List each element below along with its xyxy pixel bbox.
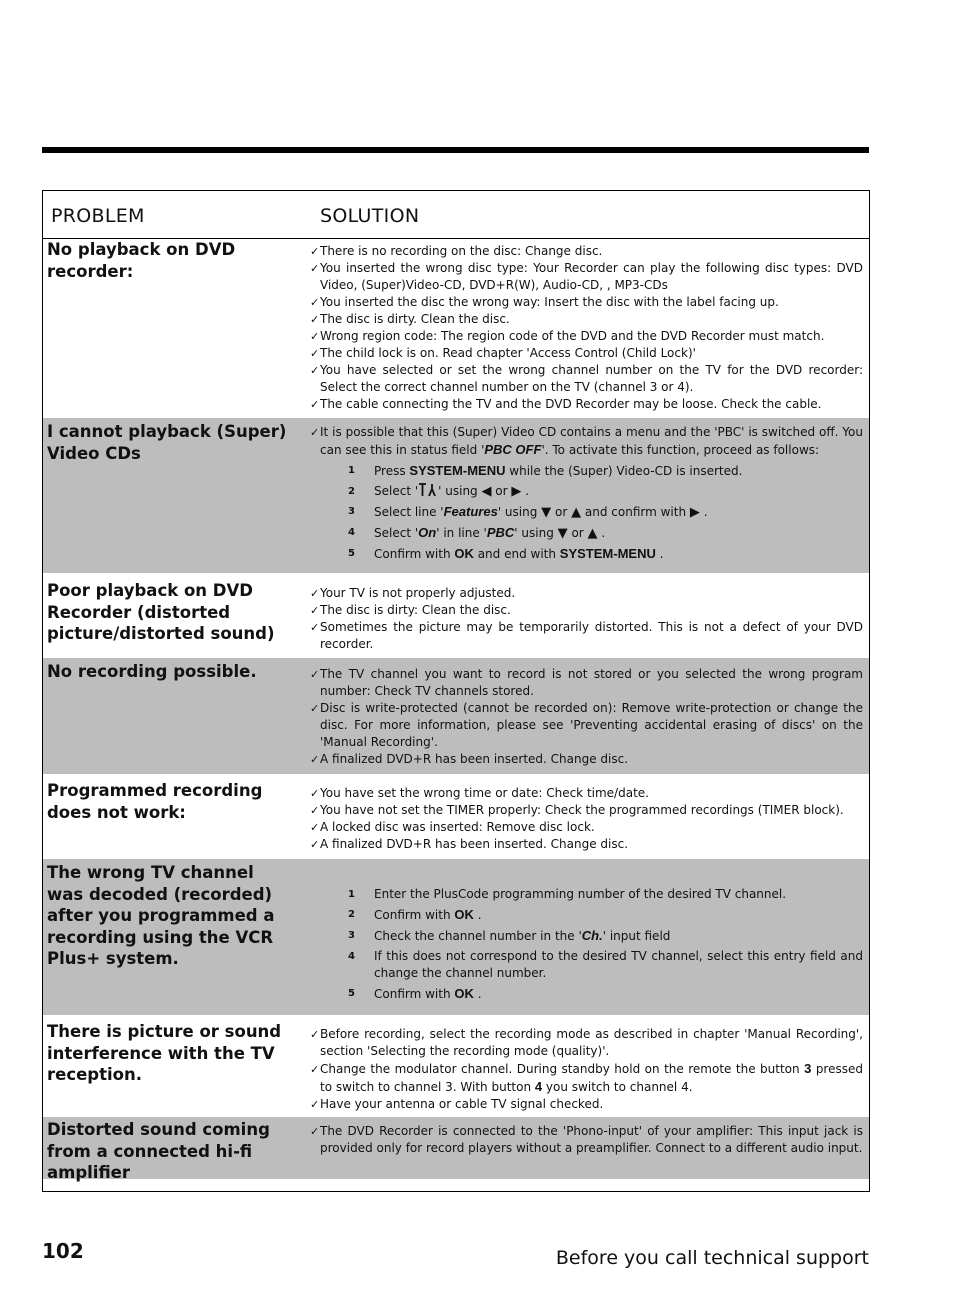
- list-item: ✓ The DVD Recorder is connected to the 'Phono-input' of your amplifier: This input jack is provided only for record players without a preamplifier. Connect to a different audio input.: [310, 1123, 863, 1157]
- up-triangle-icon: ▲: [571, 505, 582, 520]
- list-item: ✓ You have set the wrong time or date: Check time/date.: [310, 785, 863, 802]
- step-item: 1 Press SYSTEM-MENU while the (Super) Video-CD is inserted.: [348, 463, 743, 478]
- list-item: ✓ The TV channel you want to record is not stored or you selected the wrong program number: Check TV channels stored.: [310, 666, 863, 700]
- list-item: ✓ The child lock is on. Read chapter 'Access Control (Child Lock)': [310, 345, 863, 362]
- solution-text: [310, 243, 863, 413]
- list-item: ✓ You inserted the disc the wrong way: Insert the disc with the label facing up.: [310, 294, 863, 311]
- table-row: [43, 774, 869, 859]
- left-triangle-icon: ◀: [481, 484, 492, 499]
- list-item: ✓ Disc is write-protected (cannot be recorded on): Remove write-protection or change the disc. For more information, please see 'Preventing accidental erasing of discs' on the 'Manual Recording'.: [310, 700, 863, 751]
- problem-text: I cannot playback (Super) Video CDs: [47, 422, 287, 463]
- problem-text: Poor playback on DVD Recorder (distorted picture/distorted sound): [47, 581, 275, 643]
- page-number: 102: [42, 1239, 84, 1263]
- table-row: [43, 418, 869, 573]
- list-item: ✓ Your TV is not properly adjusted.: [310, 585, 863, 602]
- solution-text: [310, 1123, 863, 1157]
- list-item: ✓ The cable connecting the TV and the DVD Recorder may be loose. Check the cable.: [310, 396, 863, 413]
- list-item: ✓ Have your antenna or cable TV signal checked.: [310, 1096, 863, 1113]
- troubleshooting-table: [42, 190, 870, 1192]
- problem-text: Distorted sound coming from a connected hi-fi amplifier: [47, 1120, 270, 1182]
- table-row: [43, 573, 869, 658]
- table-header: [43, 191, 869, 239]
- table-row: [43, 859, 869, 1015]
- step-item: 2 Select ' ' using ◀ or ▶ .: [348, 484, 530, 499]
- solution-text: [310, 886, 863, 1006]
- problem-text: Programmed recording does not work:: [47, 781, 263, 822]
- solution-header: SOLUTION: [320, 205, 420, 227]
- table-row: [43, 1117, 869, 1182]
- list-item: ✓ There is no recording on the disc: Change disc.: [310, 243, 863, 260]
- list-item: ✓ You have not set the TIMER properly: Check the programmed recordings (TIMER block).: [310, 802, 863, 819]
- step-item: 5 Confirm with OK and end with SYSTEM-MENU .: [348, 546, 664, 561]
- step-item: 1 Enter the PlusCode programming number of the desired TV channel.: [348, 887, 787, 901]
- step-item: 5 Confirm with OK .: [348, 986, 482, 1001]
- list-item: ✓ Sometimes the picture may be temporarily distorted. This is not a defect of your DVD recorder.: [310, 619, 863, 653]
- list-item: ✓ A finalized DVD+R has been inserted. Change disc.: [310, 751, 863, 768]
- step-item: 2 Confirm with OK .: [348, 907, 482, 922]
- tools-icon: [418, 483, 438, 497]
- problem-text: No recording possible.: [47, 662, 257, 681]
- section-title: Before you call technical support: [555, 1247, 869, 1269]
- step-item: 4 If this does not correspond to the desired TV channel, select this entry field and change the channel number.: [348, 949, 863, 980]
- up-triangle-icon: ▲: [587, 526, 598, 541]
- step-item: 3 Check the channel number in the 'Ch.' input field: [348, 928, 671, 943]
- right-triangle-icon: ▶: [689, 505, 700, 520]
- list-item: ✓ A locked disc was inserted: Remove disc lock.: [310, 819, 863, 836]
- solution-text: [310, 424, 863, 566]
- solution-text: [310, 1026, 863, 1113]
- list-item: ✓ A finalized DVD+R has been inserted. Change disc.: [310, 836, 863, 853]
- step-item: 3 Select line 'Features' using ▼ or ▲ and confirm with ▶ .: [348, 504, 708, 520]
- problem-text: No playback on DVD recorder:: [47, 240, 236, 281]
- solution-text: [310, 585, 863, 653]
- problem-text: There is picture or sound interference with the TV reception.: [47, 1022, 282, 1084]
- list-item: ✓ Change the modulator channel. During standby hold on the remote the button 3 pressed to switch to channel 3. With button 4 you switch to channel 4.: [310, 1060, 863, 1096]
- solution-text: [310, 785, 863, 853]
- list-item: ✓ Wrong region code: The region code of the DVD and the DVD Recorder must match.: [310, 328, 863, 345]
- list-item: ✓ It is possible that this (Super) Video CD contains a menu and the 'PBC' is switched off. You can see this in status field 'PBC OFF'. To activate this function, proceed as follows:: [310, 424, 863, 459]
- down-triangle-icon: ▼: [541, 505, 552, 520]
- problem-text: The wrong TV channel was decoded (recorded) after you programmed a recording using the VCR Plus+ system.: [47, 863, 275, 968]
- solution-text: [310, 666, 863, 768]
- list-item: ✓ You inserted the wrong disc type: Your Recorder can play the following disc types: DVD Video, (Super)Video-CD, DVD+R(W), Audio-CD, , MP3-CDs: [310, 260, 863, 294]
- down-triangle-icon: ▼: [557, 526, 568, 541]
- list-item: ✓ You have selected or set the wrong channel number on the TV for the DVD recorder: Select the correct channel number on the TV (channel 3 or 4).: [310, 362, 863, 396]
- right-triangle-icon: ▶: [511, 484, 522, 499]
- list-item: ✓ The disc is dirty. Clean the disc.: [310, 311, 863, 328]
- step-item: 4 Select 'On' in line 'PBC' using ▼ or ▲ .: [348, 525, 606, 541]
- table-row: [43, 1015, 869, 1117]
- top-rule: [42, 147, 869, 153]
- list-item: ✓ Before recording, select the recording mode as described in chapter 'Manual Recording', section 'Selecting the recording mode (quality)'.: [310, 1026, 863, 1060]
- table-row: [43, 658, 869, 774]
- list-item: ✓ The disc is dirty: Clean the disc.: [310, 602, 863, 619]
- table-row: [43, 239, 869, 418]
- problem-header: PROBLEM: [51, 205, 145, 227]
